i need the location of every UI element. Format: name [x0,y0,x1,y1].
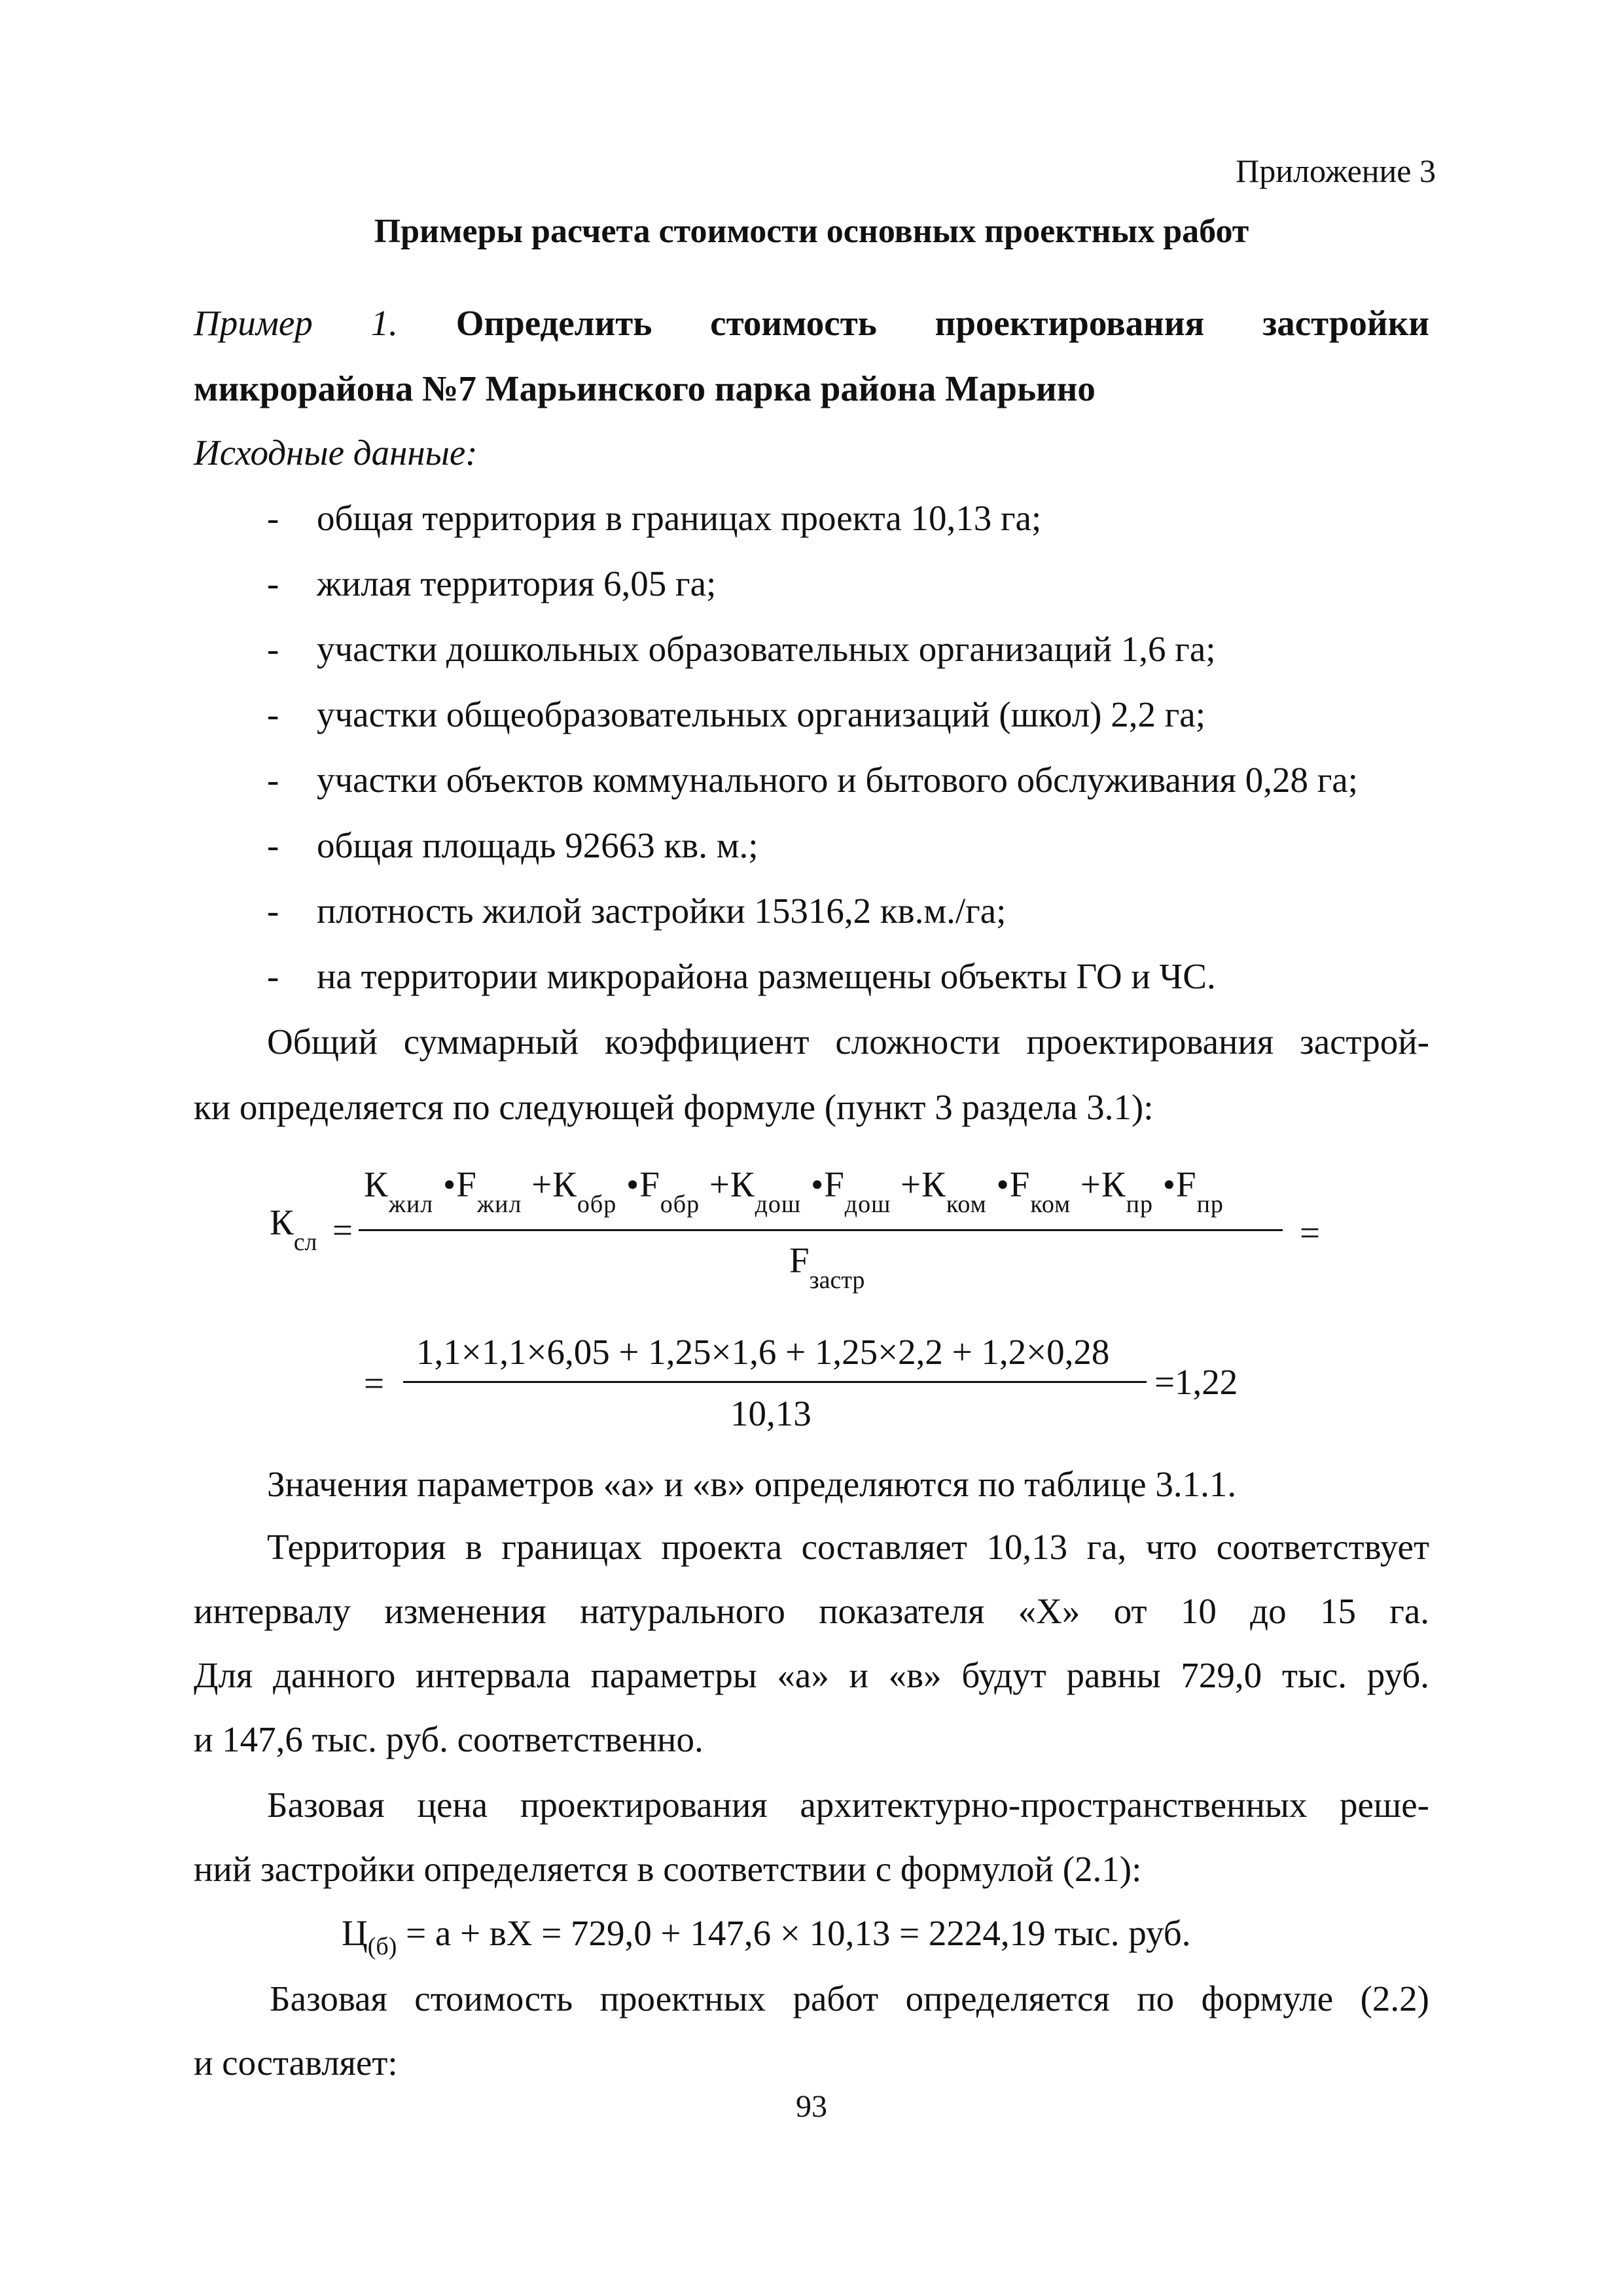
example-title-line-2: микрорайона №7 Марьинского парка района Марьино [194,368,1096,408]
list-item: участки дошкольных образовательных организаций 1,6 га; [317,629,1216,669]
formula-denominator: $F_{застр}$ [789,1240,865,1294]
list-bullet: - [267,694,279,734]
paragraph-coefficient-line-1: Общий суммарный коэффициент сложности проектирования застрой- [267,1022,1429,1062]
list-bullet: - [267,564,279,603]
list-item: на территории микрорайона размещены объекты ГО и ЧС. [317,956,1216,996]
fraction-bar [359,1229,1283,1231]
paragraph-base-cost-line-1: Базовая стоимость проектных работ определяется по формуле (2.2) [270,1979,1429,2018]
list-bullet: - [267,956,279,996]
list-item: общая площадь 92663 кв. м.; [317,825,758,865]
paragraph-territory-line-2: интервалу изменения натурального показателя «Х» от 10 до 15 га. [194,1591,1429,1631]
formula-denominator: 10,13 [730,1393,812,1433]
list-item: участки объектов коммунального и бытового обслуживания 0,28 га; [317,760,1358,800]
page-heading: Примеры расчета стоимости основных проектных работ [374,213,1249,250]
list-bullet: - [267,760,279,800]
paragraph-territory-line-1: Территория в границах проекта составляет 10,13 га, что соответствует [267,1527,1429,1567]
appendix-label: Приложение 3 [1236,152,1436,189]
example-title-line-1 [194,305,1429,341]
list-bullet: - [267,629,279,669]
list-item: участки общеобразовательных организаций (школ) 2,2 га; [317,694,1205,734]
list-item: общая территория в границах проекта 10,13 га; [317,498,1042,538]
paragraph-base-price-line-2: ний застройки определяется в соответствии с формулой (2.1): [194,1849,1142,1889]
example-label: Пример 1. [194,303,398,343]
formula-equals: = [364,1363,385,1403]
paragraph-base-price-line-1: Базовая цена проектирования архитектурно-пространственных реше- [267,1785,1429,1825]
page-number: 93 [796,2089,827,2124]
formula-numerator: 1,1×1,1×6,05 + 1,25×1,6 + 1,25×2,2 + 1,2×0,28 [416,1332,1110,1372]
formula-equals: = [332,1210,353,1250]
paragraph-parameters: Значения параметров «а» и «в» определяются по таблице 3.1.1. [267,1464,1237,1504]
paragraph-territory-line-3: Для данного интервала параметры «а» и «в» будут равны 729,0 тыс. руб. [194,1655,1429,1695]
fraction-bar [403,1381,1147,1383]
formula-numerator: $К_{жил}$ $•F_{жил} +К_{обр}$ $•F_{обр} +К_{дош}$ $•F_{дош} +К_{ком}$ $•F_{ком} +К_{пр}$ $•F_{пр}$ [364,1164,1224,1218]
source-data-label: Исходные данные: [194,433,478,473]
list-bullet: - [267,825,279,865]
example-title-text: Определить стоимость проектирования застройки [455,303,1429,343]
formula-equals-end: = [1300,1213,1321,1253]
paragraph-base-cost-line-2: и составляет: [194,2043,398,2083]
formula-lhs: $К_{сл}$ [270,1202,317,1256]
paragraph-coefficient-line-2: ки определяется по следующей формуле (пункт 3 раздела 3.1): [194,1087,1154,1127]
list-bullet: - [267,891,279,931]
formula-base-price: $Ц_{(б)} = а$ + вХ = 729,0 + 147,6 × 10,13 = 2224,19 тыс. руб. [342,1913,1191,1960]
list-item: плотность жилой застройки 15316,2 кв.м./га; [317,891,1007,931]
list-bullet: - [267,498,279,538]
formula-result: =1,22 [1154,1362,1238,1402]
list-item: жилая территория 6,05 га; [317,564,717,603]
paragraph-territory-line-4: и 147,6 тыс. руб. соответственно. [194,1719,704,1759]
